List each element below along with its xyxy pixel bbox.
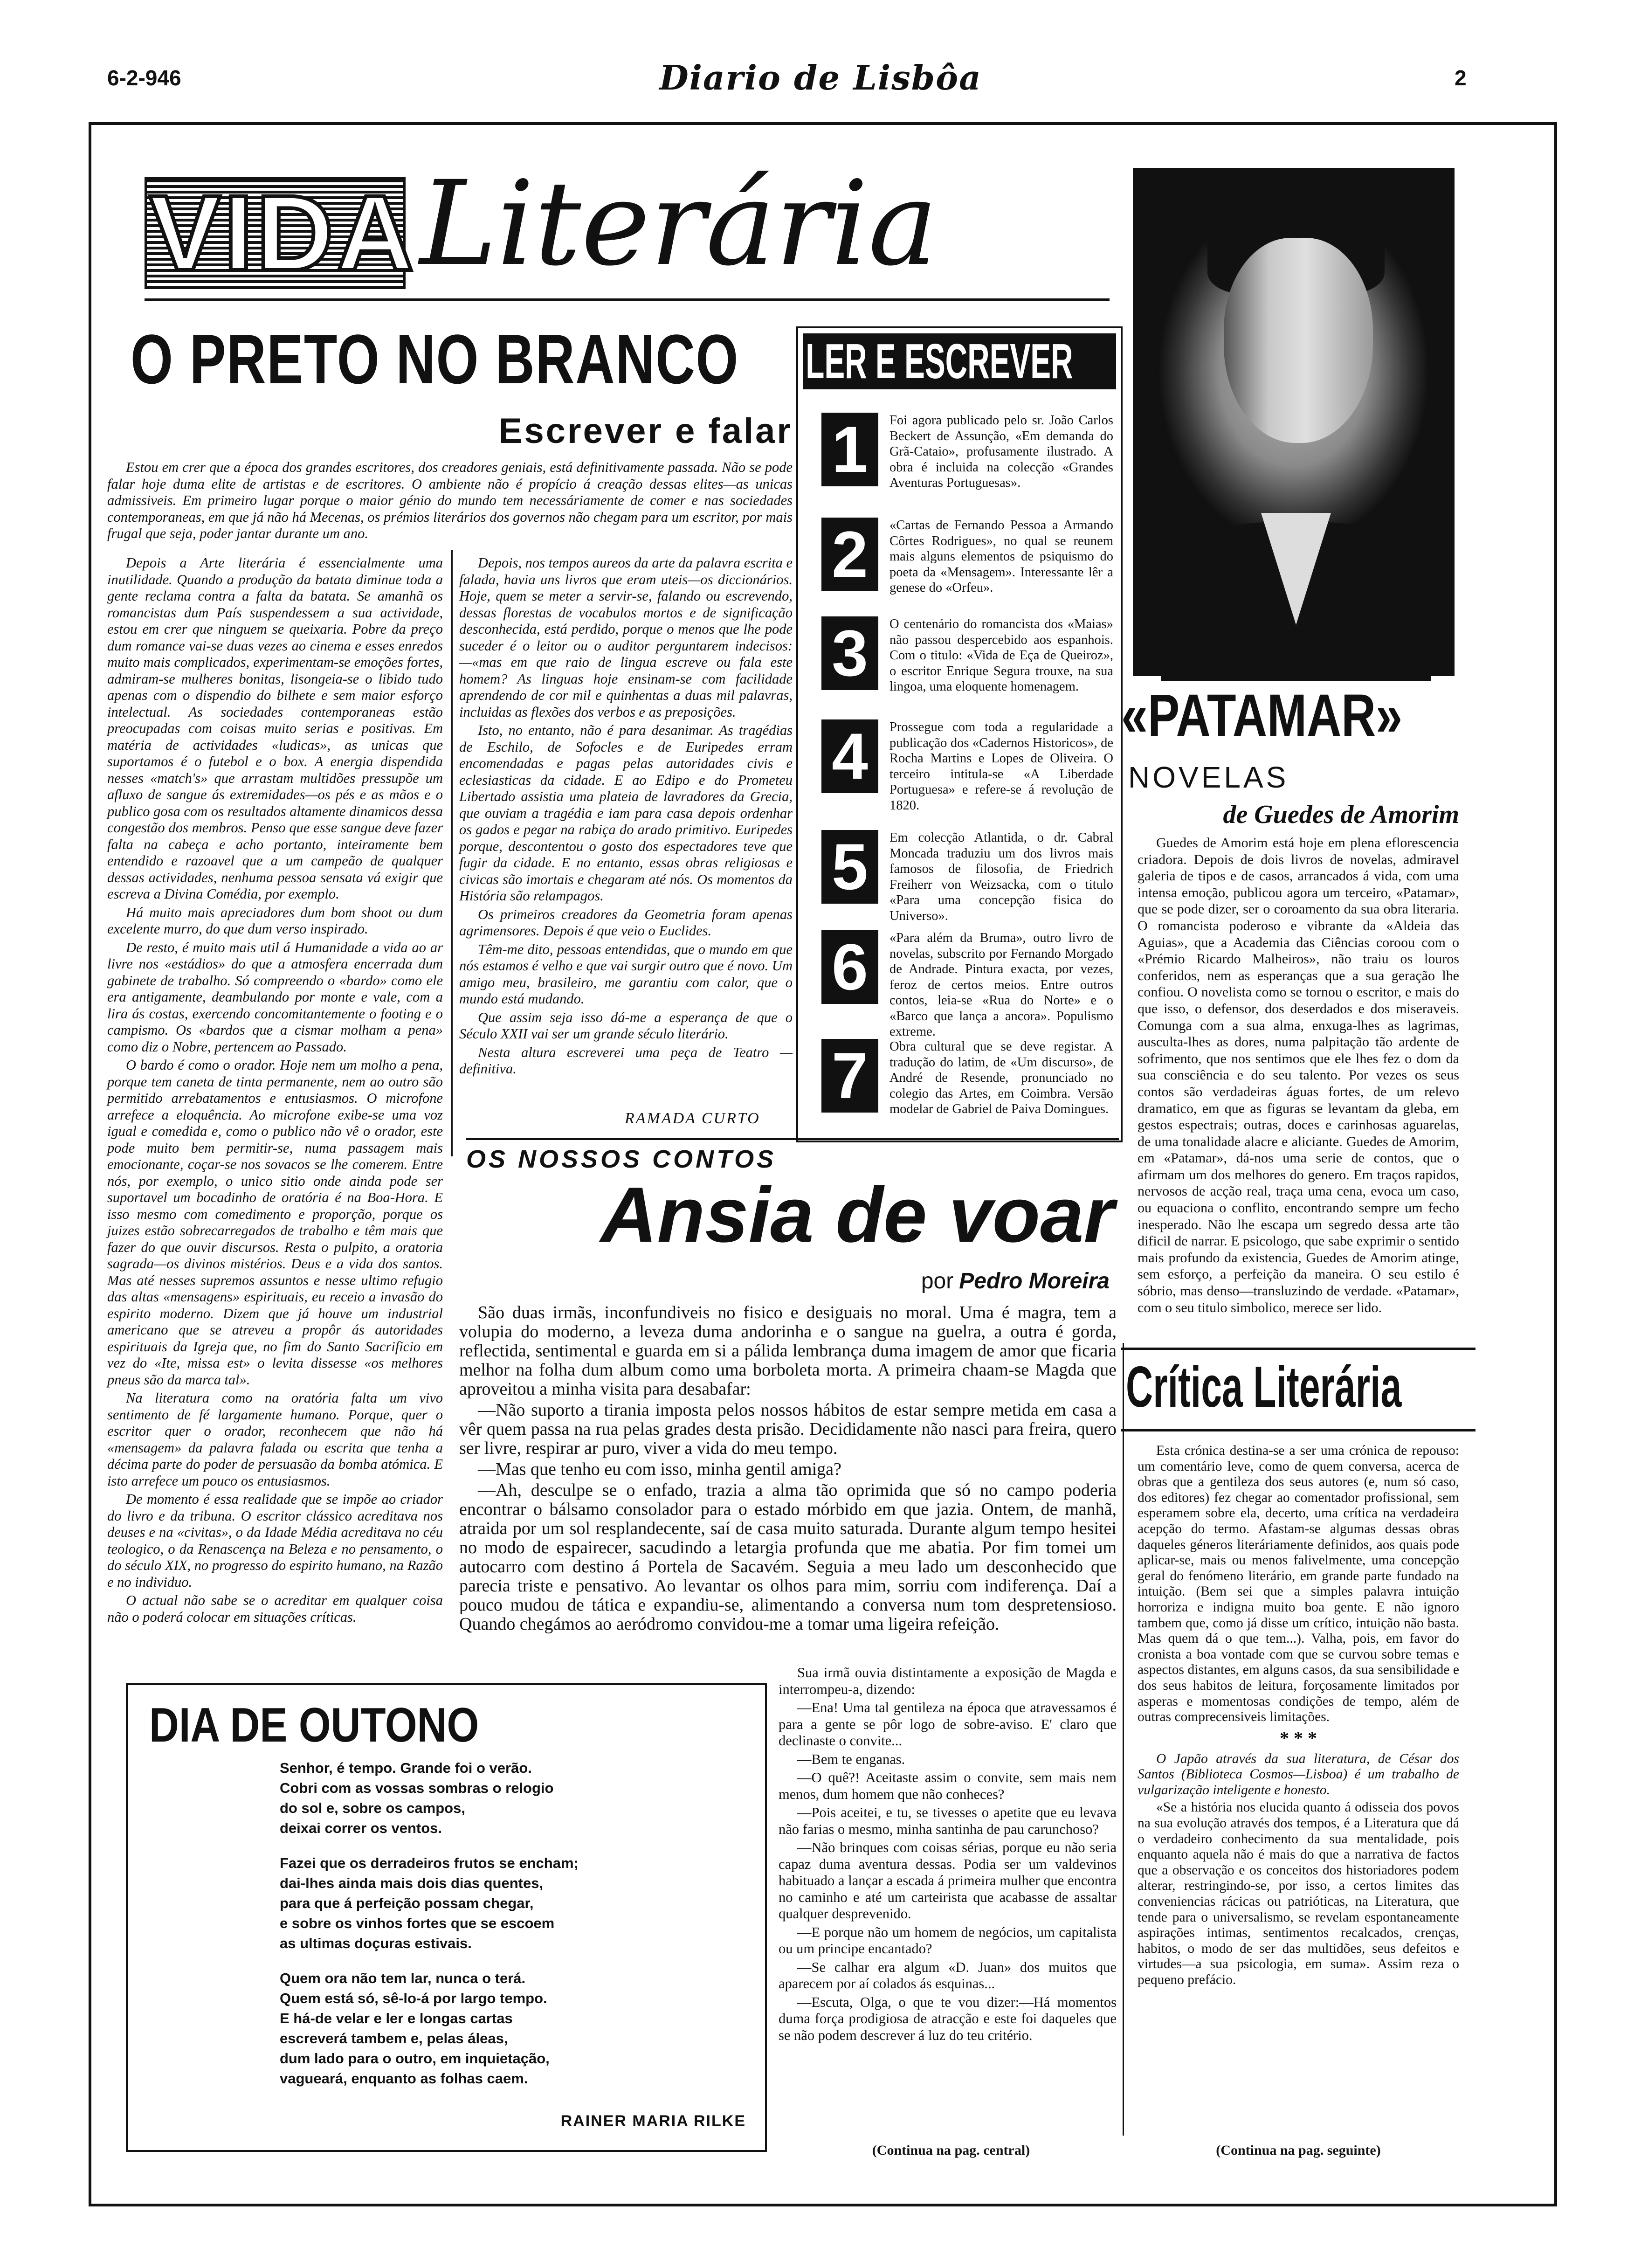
conto-paragraph: —Mas que tenho eu com isso, minha gentil amiga? xyxy=(478,1459,841,1479)
critica-quote: «Se a história nos elucida quanto á odisseia dos povos na sua evolução através dos tempos, é a Literatura que dá o verdadeiro conhecimento da sua mentalidade, pois enquanto aquela não é mais do que a narrativa de factos que a observação e os conceitos dos historiadores podem alterar, restringindo-se, por isso, a certos limites das conveniencias rácicas ou patrióticas, na Literatura, que tende para o universalismo, se revelam espontaneamente aspirações intimas, sentimentos recalcados, crenças, habitos, o modo de ser das multidões, seus defeitos e virtudes—a sua psicologia, em suma». Assim reza o pequeno prefácio. xyxy=(1138,1800,1459,1987)
page-number: 2 xyxy=(1455,66,1467,90)
conto-col2-par: —Bem te enganas. xyxy=(797,1751,905,1767)
poem-line: para que á perfeição possam chegar, xyxy=(280,1895,534,1911)
conto-paragraph: São duas irmãs, inconfundiveis no fisico e desiguais no moral. Uma é magra, tem a volupia do moderno, a leveza duma andorinha e o sangue na guelra, a outra é gorda, reflectida, sentimental e guarda em si a pálida lembrança duma imagem de amor que ficaria melhor na folha dum album como uma borboleta morta. A primeira chaam-se Magda que aproveitou a minha visita para desabafar: xyxy=(459,1303,1117,1399)
ler-item-7: Obra cultural que se deve registar. A tradução do latim, de «Um discurso», de André de Resende, pronunciado no colegio das Artes, em Coimbra. Versão modelar de Gabriel de Paiva Domingues. xyxy=(889,1039,1113,1116)
ler-item-6: «Para além da Bruma», outro livro de novelas, subscrito por Fernando Morgado de Andrade. Pintura exacta, por vezes, feroz de certos meios. Entre outros contos, leia-se «Rua do Norte» e o «Barco que lança a ancora». Populismo extreme. xyxy=(889,931,1113,1039)
conto-body xyxy=(459,1303,1117,1676)
item-number-4: 4 xyxy=(821,719,878,793)
poem-line: e sobre os vinhos fortes que se escoem xyxy=(280,1915,555,1931)
conto-paragraph: —Ah, desculpe se o enfado, trazia a alma tão oprimida que só no campo poderia encontrar o bálsamo consolador para o estado mórbido em que jazia. Ontem, de manhã, atraida por um sol resplandecente, saí de casa muito saturada. Durante algum tempo hesitei no modo de espairecer, sacudindo a letargia profunda que me abatia. Por fim tomei um autocarro com destino á Portela de Sacavém. Seguia a meu lado um desconhecido que parecia triste e pensativo. Ao levantar os olhos para mim, sorriu com indiferença. Daí a pouco mudou de tática e expandiu-se, alimentando a conversa num tom despretensioso. Quando chegámos ao aeródromo convidou-me a tomar uma ligeira refeição. xyxy=(459,1480,1117,1634)
preto-author: RAMADA CURTO xyxy=(625,1110,760,1127)
patamar-byline: de Guedes de Amorim xyxy=(1223,800,1459,829)
poem-author: RAINER MARIA RILKE xyxy=(560,2112,746,2130)
poem-line: Cobri com as vossas sombras o relogio xyxy=(280,1780,554,1796)
item-number-1: 1 xyxy=(821,413,878,486)
conto-col2 xyxy=(779,1665,1117,2126)
poem-line: dai-lhes ainda mais dois dias quentes, xyxy=(280,1875,544,1891)
poem-title: DIA DE OUTONO xyxy=(149,1698,479,1752)
conto-col2-par: Sua irmã ouvia distintamente a exposição de Magda e interrompeu-a, dizendo: xyxy=(779,1665,1117,1697)
poem-line: as ultimas doçuras estivais. xyxy=(280,1935,472,1951)
ler-item-2: «Cartas de Fernando Pessoa a Armando Côrtes Rodrigues», no qual se reunem mais alguns elementos de psiquismo do poeta da «Mensagem». Interessante lêr a genese do «Orfeu». xyxy=(889,518,1113,595)
contos-section: OS NOSSOS CONTOS xyxy=(466,1145,777,1173)
preto-intro: Estou em crer que a época dos grandes escritores, dos creadores geniais, está definitivamente passada. Não se pode falar hoje duma elite de artistas e de escritores. O ambiente não é propício á creação dessas elites—as unicas admissiveis. Em primeiro lugar porque o maior génio do mundo tem necessáriamente de comer e nas sociedades contemporaneas, em que já não há Mecenas, os prémios literários dos governos não chegam para um escritor, por mais frugal que seja, poder jantar durante um ano. xyxy=(107,459,793,541)
ler-escrever-title-text: LER E ESCREVER xyxy=(806,334,1073,389)
conto-col2-par: —Não brinques com coisas sérias, porque eu não seria capaz duma aventura dessas. Podia ser um valdevinos habituado a lançar a escada á primeira mulher que encontra no caminho e até um carteirista que acabasse de assaltar qualquer desprevenido. xyxy=(779,1839,1117,1922)
preto-col2-par: Isto, no entanto, não é para desanimar. As tragédias de Eschilo, de Sofocles e de Euripedes erram encomendadas e pagas pelas autoridades civis e eclesiasticas da cidade. E ao Edipo e do Prometeu Libertado assistia uma plateia de lavradores da Grecia, que ouviam a tragédia e iam para casa depois ordenhar os gados e pegar na rabiça do arado primitivo. Euripedes porque, descontentou o gosto dos espectadores teve que fugir da cidade. E no entanto, essas obras religiosas e civicas são imortais e chegaram até nós. Os momentos da História são relampagos. xyxy=(459,722,793,904)
preto-col1-par: O bardo é como o orador. Hoje nem um molho a pena, porque tem caneta de tinta permanente, nem ao outro são permitido arrebatamentos e entusiasmos. O microfone arrefece a eloquência. Ao microfone exibe-se uma voz igual e comedida e, como o publico não vê o orador, este pode muito bem permitir-se, numa passagem mais emocionante, coçar-se nos sovacos se lhe comerem. Entre nós, por exemplo, o unico sitio onde ainda pode ser suportavel um bocadinho de oratória é na Boa-Hora. E isso mesmo com comedimento e proporção, porque os juizes estão sobrecarregados de trabalho e têm mais que fazer do que ouvir discursos. Resta o pulpito, a oratoria sagrada—os divinos mistérios. Deus e a vida dos santos. Mas até nesses supremos assuntos e nesse ultimo refugio das altas «mensagens» espirituais, eu receio a invasão do espirito moderno. Dizem que já houve um industrial americano que se atreveu a propôr ás autoridades espirituais da Igreja que, no fim do Santo Sacrificio em vez do «Ite, missa est» o levita dissesse «os melhores pneus são da marca tal». xyxy=(107,1057,443,1388)
ler-item-3: O centenário do romancista dos «Maias» não passou despercebido aos espanhois. Com o titulo: «Vida de Eça de Queiroz», o escritor Enrique Segura trouxe, na sua lingoa, uma eloquente homenagem. xyxy=(889,617,1113,694)
patamar-body: Guedes de Amorim está hoje em plena eflorescencia criadora. Depois de dois livros de novelas, admiravel galeria de tipos e de casos, arrancados á vida, com uma intensa emoção, publicou agora um terceiro, «Patamar», que se pode dizer, ser o coroamento da sua obra literaria. O romancista poderoso e vibrante da «Aldeia das Aguias», que a Academia das Ciências coroou com o «Prémio Ricardo Malheiros», não traiu os louros conferidos, nem as esperanças que a sua geração lhe confiou. O novelista como se tornou o escritor, e mais do que isso, o defensor, dos deserdados e dos miseraveis. Comunga com a sua alma, enxuga-lhes as lagrimas, ausculta-lhes as dores, numa palpitação tão ardente de sofrimento, que nos sentimos que ele lhes fez o dom da sua consciência e do seu talento. Por vezes os seus contos são verdadeiras águas fortes, de um relevo dramatico, em que as figuras se levantam da gleba, em gestos espectrais; outras, doces e carinhosas aguarelas, de uma tonalidade alacre e aliciante. Guedes de Amorim, em «Patamar», dá-nos uma serie de contos, que o afirmam um dos melhores do genero. Em traços rapidos, nervosos de acção real, traça uma cena, evoca um caso, ou equaciona o conflito, encontrando sempre um fecho inesperado. Não lhe escapa um segredo dessa arte tão dificil de narrar. E psicologo, que sabe exprimir o sentido mais profundo da existencia, Guedes de Amorim atinge, sem esforço, a perfeição da maneira. O seu estilo é sóbrio, mas denso—transluzindo de verdade. «Patamar», com o seu titulo simbolico, merece ser lido. xyxy=(1138,835,1459,1315)
item-number-5: 5 xyxy=(821,830,878,904)
masthead-title: Diario de Lisbôa xyxy=(659,58,982,97)
critica-paragraph: Esta crónica destina-se a ser uma crónica de repouso: um comentário leve, como de quem conversa, acerca de obras que a gentileza dos seus autores (e, num só caso, dos editores) fez chegar ao comentador profissional, sem esperamem sobre ela, decerto, uma crítica na verdadeira acepção do termo. Afastam-se algumas dessas obras daqueles géneros literáriamente definidos, aos quais pode aplicar-se, mais ou menos falivelmente, uma concepção geral do fenómeno literário, em grande parte fundado na intuição. (Bem sei que a simples palavra intuição horroriza e indigna muito boa gente. E não ignoro tambem que, como já disse um crítico, intuição não basta. Mas quem dá o que tem...). Valha, pois, em favor do cronista a boa vontade com que se curvou sobre temas e aspectos distantes, em alguns casos, da sua sensibilidade e dos seus habitos de leitura, forçosamente limitados por asperas e momentosas condições de tempo, além de outras comprecensiveis limitações. xyxy=(1138,1443,1459,1725)
item-number-7: 7 xyxy=(821,1039,878,1113)
poem-line: Quem está só, sê-lo-á por largo tempo. xyxy=(280,1990,547,2006)
stanza-gap xyxy=(280,1838,746,1853)
poem-line: vagueará, enquanto as folhas caem. xyxy=(280,2070,528,2087)
patamar-title: «PATAMAR» xyxy=(1121,682,1403,749)
preto-col1-par: O actual não sabe se o acreditar em qualquer coisa não o poderá colocar em situações críticas. xyxy=(107,1592,443,1625)
preto-col2-par: Têm-me dito, pessoas entendidas, que o mundo em que nós estamos é velho e que vai surgir outro que é novo. Um amigo meu, brasileiro, me garantiu com calor, que o mundo está mudando. xyxy=(459,941,793,1007)
critica-book-intro: O Japão através da sua literatura, de César dos Santos (Biblioteca Cosmos—Lisboa) é um trabalho de vulgarização inteligente e honesto. xyxy=(1138,1751,1459,1798)
conto-continua: (Continua na pag. central) xyxy=(872,2143,1030,2158)
item-number-3: 3 xyxy=(821,616,878,690)
conto-col2-par: —Escuta, Olga, o que te vou dizer:—Há momentos duma força prodigiosa de atracção e este foi daqueles que se não podem descrever á luz do teu critério. xyxy=(779,1994,1117,2043)
poem-line: Senhor, é tempo. Grande foi o verão. xyxy=(280,1760,532,1776)
critica-stars: * * * xyxy=(1280,1727,1317,1749)
critica-body xyxy=(1138,1443,1459,2077)
preto-col1-par: Depois a Arte literária é essencialmente uma inutilidade. Quando a produção da batata diminue toda a gente reclama contra a falta da batata. Se amanhã os romancistas dum País suspendessem a sua actividade, estou em crer que ninguem se queixaria. Pobre da preço dum romance vai-se duas vezes ao cinema e esses enredos muito mais complicados, experimentam-se emoções fortes, admiram-se mulheres bonitas, lisongeia-se o libido tudo apenas com o dispendio do bilhete e sem maior esforço intelectual. As sociedades contemporaneas estão preocupadas com coisas muito serias e positivas. Em matéria de actividades «ludicas», as unicas que suportamos é o futebol e o box. A energia dispendida nesses «match's» que arrastam multidões pressupõe um afluxo de sangue ás extremidades—os pés e as mãos e o publico gosa com os resultados altamente dinamicos dessa congestão dos membros. Penso que esse sangue deve fazer falta na cabeça e acho portanto, inteiramente bem entendido e razoavel que a um campeão de qualquer dessas actividades, nenhuma pessoa sensata vá exigir que escreva a Divina Comédia, por exemplo. xyxy=(107,555,443,902)
critica-title: Crítica Literária xyxy=(1126,1355,1402,1419)
portrait-face xyxy=(1224,238,1373,443)
banner-rule xyxy=(145,298,1110,301)
item-number-6: 6 xyxy=(821,930,878,1004)
preto-col1-par: De momento é essa realidade que se impõe ao criador do livro e da tribuna. O escritor clássico acreditava nos deuses e na «civitas», o da Idade Média acreditava no céu teologico, o da Renascença na Beleza e no pensamento, o do século XIX, no progresso do espirito humano, na Razão e no individuo. xyxy=(107,1491,443,1590)
critica-continua: (Continua na pag. seguinte) xyxy=(1216,2143,1381,2158)
patamar-subtitle: NOVELAS xyxy=(1128,761,1289,794)
right-column-rule xyxy=(1123,1343,1124,2136)
critica-rule-bottom xyxy=(1121,1429,1476,1431)
preto-col1-par: De resto, é muito mais util á Humanidade a vida ao ar livre nos «estádios» do que a atmosfera encerrada dum gabinete de trabalho. Só compreendo o «bardo» como ele era antigamente, deambulando por monte e vale, com a lira ás costas, exercendo concomitantemente o footing e o campismo. Os «bardos que a cismar molham a pena» como diz o Nobre, pertencem ao Passado. xyxy=(107,939,443,1055)
conto-title: Ansia de voar xyxy=(600,1171,1114,1258)
section-title-vida: VIDA xyxy=(149,173,417,293)
byline-name: Pedro Moreira xyxy=(959,1269,1110,1293)
preto-no-branco-subtitle: Escrever e falar xyxy=(498,411,793,451)
preto-col2-par: Os primeiros creadores da Geometria foram apenas agrimensores. Depois é que veio o Euclides. xyxy=(459,906,793,939)
header-date: 6-2-946 xyxy=(107,66,181,90)
conto-col2-par: —Ena! Uma tal gentileza na época que atravessamos é para a gente se pôr logo de sobre-aviso. E' claro que declinaste o convite... xyxy=(779,1700,1117,1749)
preto-col2-par: Depois, nos tempos aureos da arte da palavra escrita e falada, havia uns livros que eram uteis—os diccionários. Hoje, quem se meter a servir-se, falando ou escrevendo, dessas florestas de vocabulos mortos e de significação desconhecida, está perdido, porque o menos que lhe pode suceder é o leitor ou o auditor perguntarem indecisos:—«mas em que raio de lingua escreve ou fala este homem? As linguas hoje ensinam-se com facilidade aprendendo de cor mil e quinhentas a duas mil palavras, incluidas as flexões dos verbos e as preposições. xyxy=(459,555,793,720)
contos-rule xyxy=(466,1138,1119,1140)
poem-line: do sol e, sobre os campos, xyxy=(280,1800,465,1816)
column-rule xyxy=(451,550,453,1156)
stanza-gap xyxy=(280,1953,746,1968)
poem-line: dum lado para o outro, em inquietação, xyxy=(280,2050,550,2067)
preto-col1 xyxy=(107,555,443,1665)
conto-col2-par: —Pois aceitei, e tu, se tivesses o apetite que eu levava não farias o mesmo, minha santinha de pau carunchoso? xyxy=(779,1805,1117,1837)
preto-no-branco-title: O PRETO NO BRANCO xyxy=(131,320,739,398)
ler-item-5: Em colecção Atlantida, o dr. Cabral Moncada traduziu um dos livros mais famosos de filosofia, de Friedrich Freiherr von Weizsacka, com o titulo «Para uma concepção fisica do Universo». xyxy=(889,830,1113,923)
ler-item-4: Prossegue com toda a regularidade a publicação dos «Cadernos Historicos», de Rocha Martins e Lopes de Oliveira. O terceiro intitula-se «A Liberdade Portuguesa» e refere-se á revolução de 1820. xyxy=(889,720,1113,813)
conto-col2-par: —Se calhar era algum «D. Juan» dos muitos que aparecem por aí colados ás esquinas... xyxy=(779,1959,1117,1991)
item-number-2: 2 xyxy=(821,518,878,591)
poem-line: deixai correr os ventos. xyxy=(280,1820,442,1836)
conto-byline xyxy=(699,1268,1110,1294)
ler-escrever-title xyxy=(803,333,1116,389)
author-portrait xyxy=(1133,168,1455,676)
byline-por: por xyxy=(921,1269,954,1293)
poem-line: E há-de velar e ler e longas cartas xyxy=(280,2010,513,2026)
preto-col1-par: Na literatura como na oratória falta um vivo sentimento de fé largamente humano. Porque, quer o escritor quer o orador, reconhecem que não há «mensagem» da palavra falada ou escrita que tenha a décima parte do poder de persuasão da bomba atómica. E isto arrefece um pouco os entusiasmos. xyxy=(107,1390,443,1489)
poem-text xyxy=(280,1758,746,2088)
preto-col2-par: Que assim seja isso dá-me a esperança de que o Século XXII vai ser um grande século literário. xyxy=(459,1009,793,1042)
conto-col2-par: —O quê?! Aceitaste assim o convite, sem mais nem menos, dum homem que não conheces? xyxy=(779,1770,1117,1802)
poem-line: Fazei que os derradeiros frutos se encham; xyxy=(280,1855,579,1871)
conto-paragraph: —Não suporto a tirania imposta pelos nossos hábitos de estar sempre metida em casa a vêr quem passa na rua pelas grades desta prisão. Decididamente não nasci para freira, quero ser livre, respirar ar puro, viver a vida do meu tempo. xyxy=(459,1400,1117,1458)
section-title-literaria: Literária xyxy=(420,156,938,291)
preto-col1-par: Há muito mais apreciadores dum bom shoot ou dum excelente murro, do que dum verso inspirado. xyxy=(107,904,443,937)
critica-rule-top xyxy=(1121,1348,1476,1350)
ler-item-1: Foi agora publicado pelo sr. João Carlos Beckert de Assunção, «Em demanda do Grã-Cataio», profusamente ilustrado. A obra é incluida na colecção «Grandes Aventuras Portuguesas». xyxy=(889,413,1113,490)
preto-col2 xyxy=(459,555,793,1105)
conto-col2-par: —E porque não um homem de negócios, um capitalista ou um principe encantado? xyxy=(779,1924,1117,1957)
preto-col2-par: Nesta altura escreverei uma peça de Teatro —definitiva. xyxy=(459,1044,793,1077)
poem-line: escreverá tambem e, pelas áleas, xyxy=(280,2030,508,2047)
poem-line: Quem ora não tem lar, nunca o terá. xyxy=(280,1970,526,1986)
